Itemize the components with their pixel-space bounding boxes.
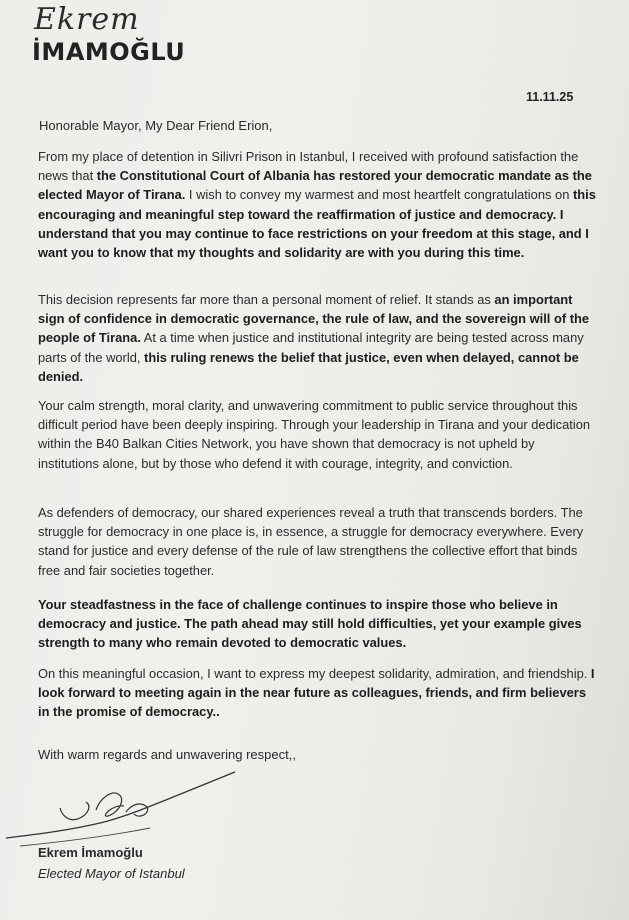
letter-date: 11.11.25 (526, 90, 574, 104)
text-run: From my place of detention in Silivri Prison in Istanbul, I received with profound satisfaction the news that (38, 149, 579, 184)
text-run: Your calm strength, moral clarity, and unwavering commitment to public service throughout this difficult period have been deeply inspiring. Through your leadership in Tirana and your dedication within the B40 Balkan Cities Network, you have shown that democracy is not upheld by institutions alone, but by those who defend it with courage, integrity, and conviction. (38, 398, 591, 471)
bold-run: an important sign of confidence in democratic governance, the rule of law, and the sovereign will of the people of Tirana. (38, 292, 590, 346)
closing: With warm regards and unwavering respect,, (38, 747, 296, 762)
text-run: At a time when justice and institutional integrity are being tested across many parts of the world, (38, 330, 584, 365)
bold-run: the Constitutional Court of Albania has restored your democratic mandate as the elected Mayor of Tirana. (38, 168, 592, 203)
paragraph-text (38, 147, 598, 262)
paragraph-5 (38, 595, 598, 653)
bold-run: Your steadfastness in the face of challenge continues to inspire those who believe in democracy and justice. The path ahead may still hold difficulties, yet your example gives strength to many who remain devoted to democratic values. (38, 597, 582, 651)
signer-name: Ekrem İmamoğlu (38, 845, 143, 860)
letterhead-script-logo: Ekrem (34, 2, 140, 37)
bold-run: I look forward to meeting again in the near future as colleagues, friends, and firm believers in the promise of democracy.. (38, 666, 595, 720)
paragraph-6 (38, 664, 598, 722)
paragraph-text (38, 664, 598, 722)
bold-run: this ruling renews the belief that justice, even when delayed, cannot be denied. (38, 349, 579, 384)
paragraph-text (38, 396, 598, 473)
letterhead-name: İMAMOĞLU (32, 38, 186, 66)
text-run: On this meaningful occasion, I want to express my deepest solidarity, admiration, and friendship. (38, 666, 591, 681)
text-run: I wish to convey my warmest and most heartfelt congratulations on (185, 187, 573, 203)
paragraph-3 (38, 396, 598, 473)
bold-run: this encouraging and meaningful step toward the reaffirmation of justice and democracy. I understand that you may continue to face restrictions on your freedom at this stage, and I want you to know that my thoughts and solidarity are with you during this time. (38, 187, 596, 261)
paragraph-text (38, 595, 598, 653)
paragraph-text (38, 290, 598, 386)
signer-title: Elected Mayor of Istanbul (38, 866, 185, 881)
text-run: This decision represents far more than a personal moment of relief. It stands as (38, 292, 495, 307)
paragraph-4 (38, 503, 598, 580)
paragraph-1 (38, 147, 598, 262)
text-run: As defenders of democracy, our shared experiences reveal a truth that transcends borders. The struggle for democracy in one place is, in essence, a struggle for democracy everywhere. Every stand for justice and every defense of the rule of law strengthens the collective effort that binds free and fair societies together. (38, 505, 584, 578)
paragraph-text (38, 503, 598, 580)
salutation: Honorable Mayor, My Dear Friend Erion, (39, 118, 273, 133)
paragraph-2 (38, 290, 598, 386)
